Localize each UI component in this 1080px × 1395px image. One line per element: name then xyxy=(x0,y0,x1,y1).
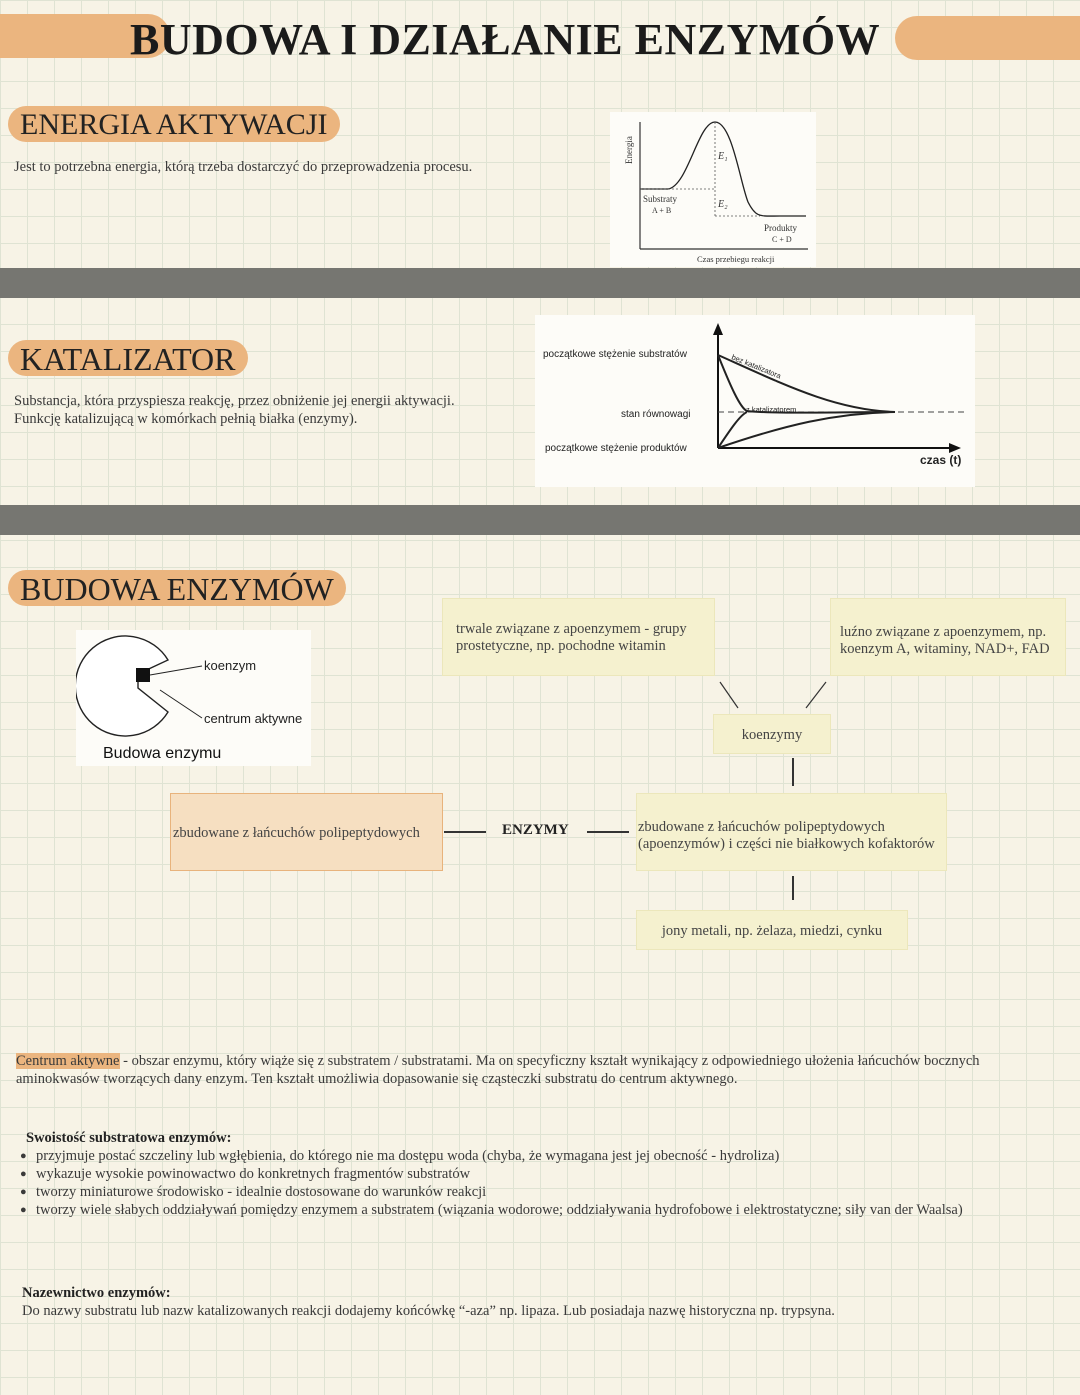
connector-right xyxy=(587,831,629,833)
connector-left xyxy=(444,831,486,833)
diagram-label-active-site: centrum aktywne xyxy=(204,711,303,726)
catalyst-text-line1: Substancja, która przyspiesza reakcję, przez obniżenie jej energii aktywacji. xyxy=(14,393,455,409)
chart2-xlabel: czas (t) xyxy=(920,453,962,467)
chart1-products: Produkty xyxy=(764,223,798,233)
diagram-label-coenzyme: koenzym xyxy=(204,658,257,673)
enzymes-center-label: ENZYMY xyxy=(502,822,569,838)
simple-enzymes-text: zbudowane z łańcuchów polipeptydowych xyxy=(173,825,420,841)
list-item: ● wykazuje wysokie powinowactwo do konkretnych fragmentów substratów xyxy=(20,1165,1070,1183)
chart2-curve-without: bez katalizatora xyxy=(730,352,783,381)
chart1-substrates-formula: A + B xyxy=(652,206,672,215)
specificity-list xyxy=(20,1147,1070,1219)
page-title: BUDOWA I DZIAŁANIE ENZYMÓW xyxy=(130,15,881,64)
loose-line2: koenzym A, witaminy, NAD+, FAD xyxy=(840,641,1050,657)
specificity-section xyxy=(20,1129,1070,1219)
chart1-e2: E₂ xyxy=(718,199,728,210)
enzyme-diagram-svg xyxy=(76,630,311,766)
active-site-line1 xyxy=(16,1052,1066,1070)
heading-activation-energy: ENERGIA AKTYWACJI xyxy=(8,106,340,142)
active-site-definition xyxy=(16,1052,1066,1088)
specificity-heading: Swoistość substratowa enzymów: xyxy=(26,1130,232,1146)
active-site-def2: aminokwasów tworzących dany enzym. Ten kształt umożliwia dopasowanie się cząsteczki substratu do centrum aktywnego. xyxy=(16,1071,738,1087)
catalyst-chart-svg xyxy=(535,315,975,487)
connector-coenzymes xyxy=(700,676,840,716)
enzyme-diagram xyxy=(76,630,311,766)
diagram-caption: Budowa enzymu xyxy=(103,745,222,762)
chart1-substrates: Substraty xyxy=(643,194,678,204)
permanent-line2: prostetyczne, np. pochodne witamin xyxy=(456,638,666,654)
chart2-label-products: początkowe stężenie produktów xyxy=(545,443,687,454)
box-loose-coenzymes xyxy=(830,598,1066,676)
heading-enzyme-structure: BUDOWA ENZYMÓW xyxy=(8,570,346,606)
nomenclature-heading: Nazewnictwo enzymów: xyxy=(22,1285,171,1301)
heading-catalyst: KATALIZATOR xyxy=(8,340,248,376)
metal-ions-text: jony metali, np. żelaza, miedzi, cynku xyxy=(661,923,883,939)
activation-energy-text: Jest to potrzebna energia, którą trzeba dostarczyć do przeprowadzenia procesu. xyxy=(14,159,473,175)
connector-coenzymes-down xyxy=(792,758,794,786)
loose-line1: luźno związane z apoenzymem, np. xyxy=(840,624,1047,640)
divider-1 xyxy=(0,268,1080,298)
list-item: ● przyjmuje postać szczeliny lub wgłębienia, do którego nie ma dostępu woda (chyba, że wymagana jest jej obecność - hydroliza) xyxy=(20,1147,1070,1165)
chart1-ylabel: Energia xyxy=(624,136,634,164)
box-coenzymes xyxy=(713,714,831,754)
chart1-e1: E₁ xyxy=(718,151,728,162)
activation-energy-chart-svg xyxy=(610,112,816,267)
box-metal-ions xyxy=(636,910,908,950)
catalyst-text-line2: Funkcję katalizującą w komórkach pełnią białka (enzymy). xyxy=(14,411,358,427)
chart1-products-formula: C + D xyxy=(772,235,792,244)
connector-ions xyxy=(792,876,794,900)
nomenclature-section xyxy=(22,1284,1072,1320)
box-permanent-coenzymes xyxy=(442,598,715,676)
active-site-term: Centrum aktywne xyxy=(16,1053,120,1069)
nomenclature-text: Do nazwy substratu lub nazw katalizowanych reakcji dodajemy końcówkę “-aza” np. lipaza. Lub posiadaja nazwę historyczna np. trypsyna. xyxy=(22,1303,835,1319)
permanent-line1: trwale związane z apoenzymem - grupy xyxy=(456,621,687,637)
chart2-label-substrates: początkowe stężenie substratów xyxy=(543,349,687,360)
box-complex-enzymes xyxy=(636,793,947,871)
list-item: ● tworzy wiele słabych oddziaływań pomiędzy enzymem a substratem (wiązania wodorowe; oddziaływania hydrofobowe i elektrostatyczne; siły van der Waalsa) xyxy=(20,1201,1070,1219)
list-item: ● tworzy miniaturowe środowisko - idealnie dostosowane do warunków reakcji xyxy=(20,1183,1070,1201)
active-site-def1: - obszar enzymu, który wiąże się z substratem / substratami. Ma on specyficzny kształt wynikający z odpowiedniego ułożenia łańcuchów bocznych xyxy=(119,1053,980,1069)
complex-line2: (apoenzymów) i części nie białkowych kofaktorów xyxy=(638,836,935,852)
chart2-label-equilibrium: stan równowagi xyxy=(621,409,691,420)
chart1-xlabel: Czas przebiegu reakcji xyxy=(697,254,775,264)
chart2-curve-with: z katalizatorem xyxy=(746,405,797,414)
divider-2 xyxy=(0,505,1080,535)
complex-line1: zbudowane z łańcuchów polipeptydowych xyxy=(638,819,885,835)
box-simple-enzymes xyxy=(170,793,443,871)
activation-energy-chart xyxy=(610,112,816,267)
coenzymes-label: koenzymy xyxy=(741,727,803,743)
title-banner-right xyxy=(895,16,1080,60)
catalyst-chart xyxy=(535,315,975,487)
